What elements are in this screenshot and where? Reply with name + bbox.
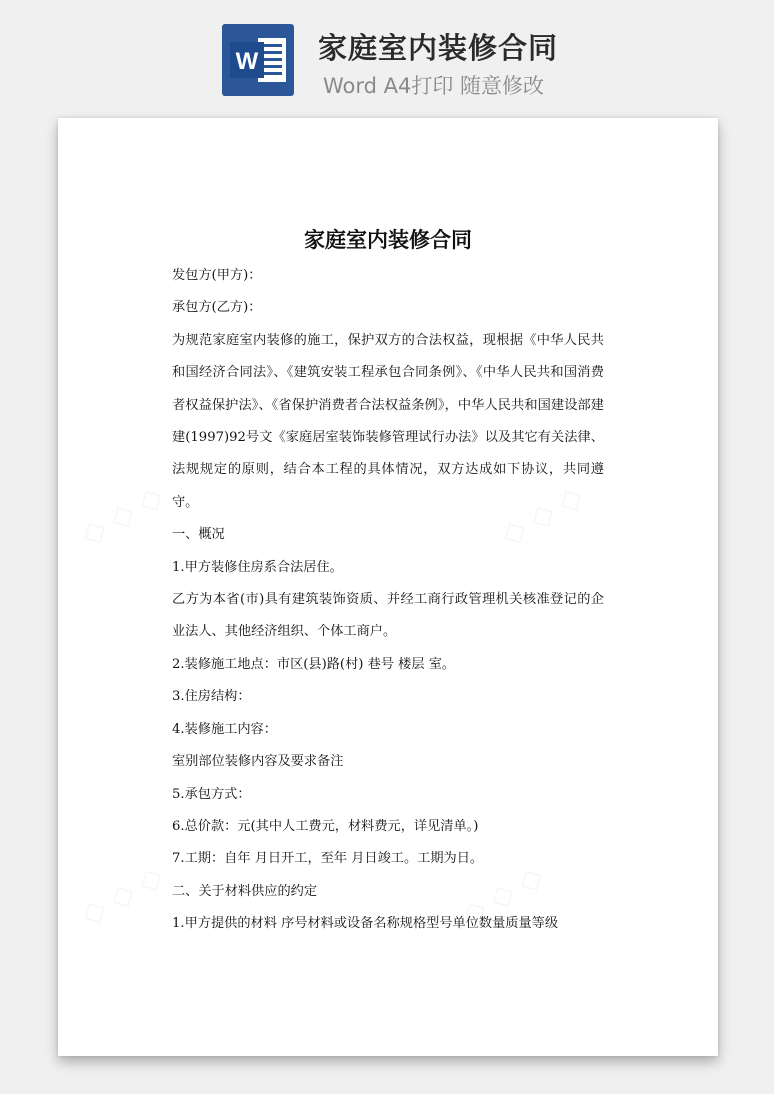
paragraph-table-header: 室别部位装修内容及要求备注 [172,754,344,770]
word-icon-letter: W [235,48,259,75]
paragraph-item: 1.甲方提供的材料 序号材料或设备名称规格型号单位数量质量等级 [172,916,559,932]
banner-header [0,0,774,112]
paragraph-preamble: 为规范家庭室内装修的施工，保护双方的合法权益，现根据《中华人民共和国经济合同法》、《建筑安装工程承包合同条例》、《中华人民共和国消费者权益保护法》、《省保护消费者合法权益条例》，中华人民共和国建设部建建(1997)92号文《家庭居室装饰装修管理试行办法》以及其它有关法律、法规规定的原则，结合本工程的具体情况，双方达成如下协议，共同遵守。 [172,332,604,510]
paragraph-item: 7.工期：自年 月日开工，至年 月日竣工。工期为日。 [172,851,484,867]
paragraph-party-b: 承包方(乙方)： [172,300,262,316]
watermark [75,478,169,552]
banner-title: 家庭室内装修合同 [318,31,559,65]
section-heading-materials: 二、关于材料供应的约定 [172,883,318,899]
banner-subtitle: Word A4打印 随意修改 [323,74,545,98]
document-page [58,118,718,1056]
paragraph-contractor-qualification: 乙方为本省(市)具有建筑装饰资质、并经工商行政管理机关核准登记的企业法人、其他经济组织、个体工商户。 [172,592,604,640]
watermark [75,858,169,932]
document-title: 家庭室内装修合同 [304,227,472,252]
paragraph-item: 5.承包方式： [172,786,251,802]
paragraph-item: 2.装修施工地点：市区(县)路(村) 巷号 楼层 室。 [172,656,456,672]
paragraph-item: 1.甲方装修住房系合法居住。 [172,559,343,575]
paragraph-item: 4.装修施工内容： [172,721,277,737]
paragraph-item: 3.住房结构： [172,689,251,705]
paragraph-party-a: 发包方(甲方)： [172,268,262,283]
word-document-icon [222,24,294,96]
section-heading-overview: 一、概况 [172,527,225,543]
paragraph-item: 6.总价款：元(其中人工费元，材料费元，详见清单。) [172,818,479,834]
document-body [172,260,604,941]
